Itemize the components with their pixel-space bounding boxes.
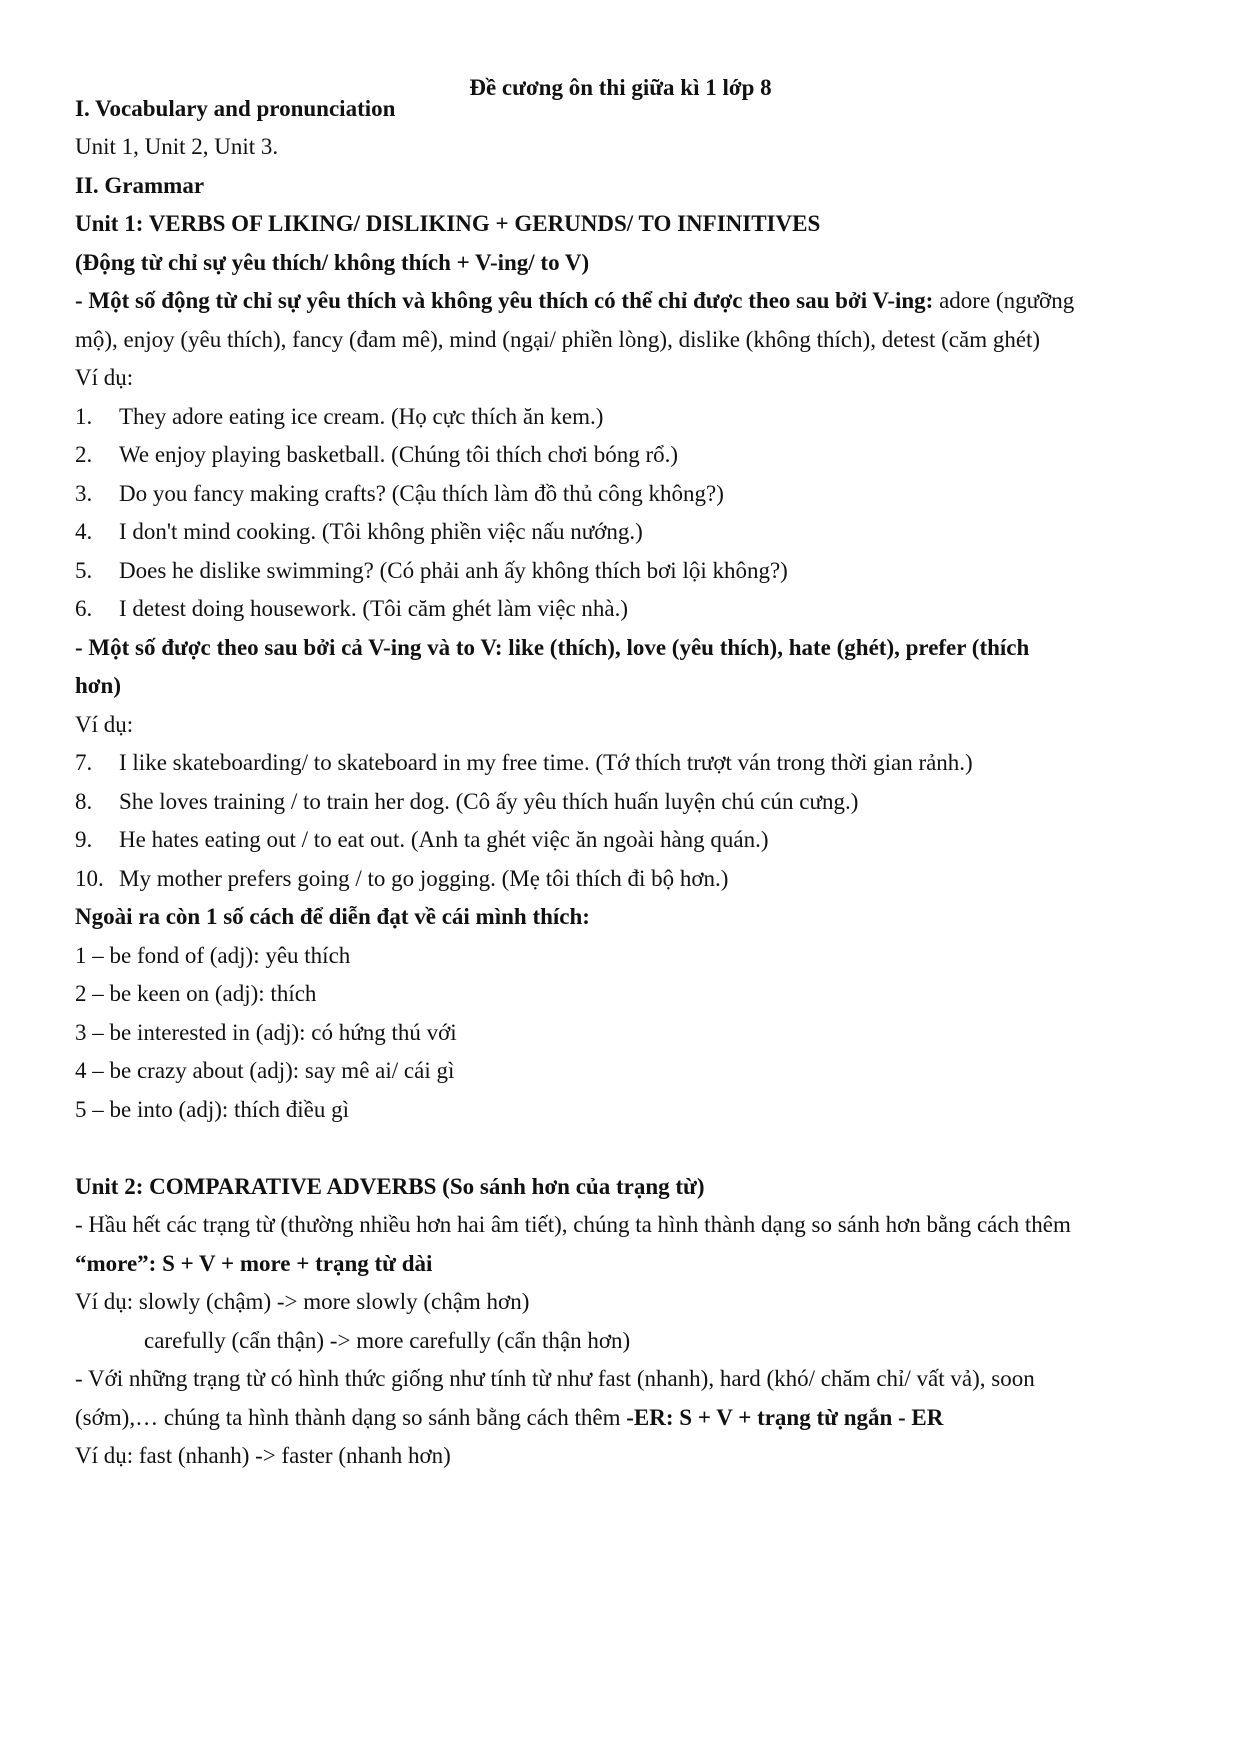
- paragraph-both-forms: - Một số được theo sau bởi cả V-ing và to V: like (thích), love (yêu thích), hate (ghét), prefer (thích: [75, 635, 1030, 660]
- list-item: [75, 479, 1173, 509]
- list-number: 4.: [75, 519, 93, 544]
- unit1-subheading: (Động từ chỉ sự yêu thích/ không thích + V-ing/ to V): [75, 250, 590, 275]
- list-text: I like skateboarding/ to skateboard in my free time. (Tớ thích trượt ván trong thời gian rảnh.): [119, 750, 973, 775]
- paragraph-both-forms-cont: hơn): [75, 673, 121, 698]
- paragraph-ving-verbs-rest: adore (ngưỡng: [933, 288, 1075, 313]
- list-number: 3.: [75, 481, 93, 506]
- list-number: 5.: [75, 558, 93, 583]
- list-number: 7.: [75, 750, 93, 775]
- list-item: [75, 556, 1173, 586]
- paragraph-other-ways-heading: Ngoài ra còn 1 số cách để diễn đạt về cái mình thích:: [75, 904, 590, 929]
- example-label: Ví dụ:: [75, 712, 134, 737]
- unit2-example-2: carefully (cẩn thận) -> more carefully (cẩn thận hơn): [144, 1328, 631, 1353]
- list-number: 2.: [75, 442, 93, 467]
- unit2-example-3: Ví dụ: fast (nhanh) -> faster (nhanh hơn): [75, 1443, 451, 1468]
- unit2-example-1: Ví dụ: slowly (chậm) -> more slowly (chậm hơn): [75, 1289, 530, 1314]
- phrase-item: 3 – be interested in (adj): có hứng thú với: [75, 1020, 457, 1045]
- section-text-units: Unit 1, Unit 2, Unit 3.: [75, 134, 279, 159]
- list-text: I don't mind cooking. (Tôi không phiền việc nấu nướng.): [119, 519, 643, 544]
- unit2-heading: Unit 2: COMPARATIVE ADVERBS (So sánh hơn của trạng từ): [75, 1174, 705, 1199]
- paragraph-ving-verbs: [75, 286, 1173, 316]
- list-number: 1.: [75, 404, 93, 429]
- list-item: [75, 748, 1173, 778]
- list-text: They adore eating ice cream. (Họ cực thích ăn kem.): [119, 404, 604, 429]
- list-item: [75, 440, 1173, 470]
- list-text: I detest doing housework. (Tôi căm ghét làm việc nhà.): [119, 596, 629, 621]
- list-text: We enjoy playing basketball. (Chúng tôi thích chơi bóng rổ.): [119, 442, 679, 467]
- unit2-paragraph-long-adverbs: - Hầu hết các trạng từ (thường nhiều hơn hai âm tiết), chúng ta hình thành dạng so sánh hơn bằng cách thêm: [75, 1212, 1071, 1237]
- phrase-item: 4 – be crazy about (adj): say mê ai/ cái gì: [75, 1058, 455, 1083]
- list-number: 6.: [75, 596, 93, 621]
- phrase-item: 1 – be fond of (adj): yêu thích: [75, 943, 351, 968]
- example-label: Ví dụ:: [75, 365, 134, 390]
- unit1-heading: Unit 1: VERBS OF LIKING/ DISLIKING + GERUNDS/ TO INFINITIVES: [75, 211, 821, 236]
- paragraph-ving-verbs-cont: mộ), enjoy (yêu thích), fancy (đam mê), mind (ngại/ phiền lòng), dislike (không thích), detest (căm ghét): [75, 327, 1041, 352]
- list-item: [75, 864, 1173, 894]
- list-item: [75, 402, 1173, 432]
- unit2-rule-long-adverbs: “more”: S + V + more + trạng từ dài: [75, 1251, 433, 1276]
- list-text: She loves training / to train her dog. (Cô ấy yêu thích huấn luyện chú cún cưng.): [119, 789, 859, 814]
- unit2-rule-short-adverbs-formula: -ER: S + V + trạng từ ngắn - ER: [626, 1405, 944, 1430]
- document-title: Đề cương ôn thi giữa kì 1 lớp 8: [469, 75, 772, 100]
- list-text: He hates eating out / to eat out. (Anh ta ghét việc ăn ngoài hàng quán.): [119, 827, 769, 852]
- section-heading-vocabulary: I. Vocabulary and pronunciation: [75, 96, 396, 121]
- phrase-item: 2 – be keen on (adj): thích: [75, 981, 317, 1006]
- unit2-rule-short-adverbs: [75, 1403, 1173, 1433]
- list-item: [75, 825, 1173, 855]
- list-number: 8.: [75, 789, 93, 814]
- unit2-paragraph-short-adverbs: - Với những trạng từ có hình thức giống như tính từ như fast (nhanh), hard (khó/ chăm chỉ/ vất vả), soon: [75, 1366, 1035, 1391]
- list-item: [75, 787, 1173, 817]
- list-item: [75, 517, 1173, 547]
- list-text: My mother prefers going / to go jogging. (Mẹ tôi thích đi bộ hơn.): [119, 866, 729, 891]
- list-item: [75, 594, 1173, 624]
- paragraph-ving-verbs-lead: - Một số động từ chỉ sự yêu thích và không yêu thích có thể chỉ được theo sau bởi V-ing:: [75, 288, 934, 313]
- list-text: Do you fancy making crafts? (Cậu thích làm đồ thủ công không?): [119, 481, 724, 506]
- list-number: 10.: [75, 866, 104, 891]
- section-heading-grammar: II. Grammar: [75, 173, 205, 198]
- phrase-item: 5 – be into (adj): thích điều gì: [75, 1097, 350, 1122]
- unit2-rule-short-adverbs-lead: (sớm),… chúng ta hình thành dạng so sánh bằng cách thêm: [75, 1405, 627, 1430]
- list-number: 9.: [75, 827, 93, 852]
- list-text: Does he dislike swimming? (Có phải anh ấy không thích bơi lội không?): [119, 558, 788, 583]
